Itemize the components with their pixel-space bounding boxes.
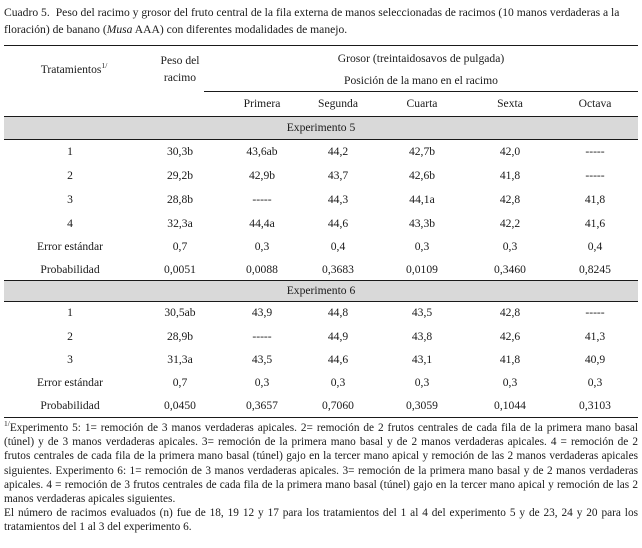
table-cell: 30,3b: [166, 145, 194, 158]
header-thickness: Grosor (treintaidosavos de pulgada): [337, 52, 505, 65]
table-cell: 4: [67, 217, 73, 230]
caption-number: Cuadro 5.: [4, 6, 50, 19]
table-cell: 43,3b: [408, 217, 436, 230]
table-cell: 0,1044: [494, 399, 526, 412]
caption-text-1: Peso del racimo y grosor del fruto central de la fila externa de manos seleccionadas de racimos (10 manos verdaderas a la floración) de banano (: [4, 6, 620, 36]
table-cell: 2: [67, 169, 73, 182]
table-cell: 0,8245: [579, 263, 611, 276]
table-cell: Probabilidad: [40, 399, 100, 412]
table-cell: 0,3: [502, 376, 518, 389]
table-cell: -----: [585, 145, 605, 158]
table-cell: 43,7: [327, 169, 349, 182]
table-footnote: [4, 421, 638, 535]
table-cell: 0,3103: [579, 399, 611, 412]
table-cell: 44,1a: [409, 193, 435, 206]
table-cell: 0,4: [330, 240, 346, 253]
table-cell: 28,8b: [166, 193, 194, 206]
header-position: Posición de la mano en el racimo: [344, 74, 498, 87]
experiment-5-rule: [4, 139, 638, 140]
header-sub-rule: [204, 91, 638, 92]
table-cell: 44,6: [327, 353, 349, 366]
table-cell: Error estándar: [37, 376, 103, 389]
table-cell: 0,3: [414, 376, 430, 389]
table-cell: 44,3: [327, 193, 349, 206]
table-cell: 3: [67, 193, 73, 206]
table-cell: 0,0450: [164, 399, 196, 412]
header-weight: Peso del racimo: [160, 54, 200, 84]
table-cell: 3: [67, 353, 73, 366]
table-cell: 42,6b: [408, 169, 436, 182]
table-cell: 0,7: [172, 240, 188, 253]
caption-text-2: AAA) con diferentes modalidades de manejo.: [132, 23, 348, 36]
table-cell: 40,9: [584, 353, 606, 366]
table-cell: 1: [67, 306, 73, 319]
table-cell: 0,3: [254, 376, 270, 389]
experiment-5-title: Experimento 5: [286, 121, 356, 134]
table-caption: [4, 4, 638, 38]
table-cell: 42,7b: [408, 145, 436, 158]
table-cell: -----: [585, 306, 605, 319]
caption-italic: Musa: [106, 23, 133, 36]
table-cell: 0,3: [330, 376, 346, 389]
table-cell: 43,5: [411, 306, 433, 319]
table-cell: 43,6ab: [246, 145, 278, 158]
table-cell: 0,0051: [164, 263, 196, 276]
top-rule: [4, 45, 638, 46]
header-col-octava: Octava: [578, 97, 612, 110]
table-cell: 28,9b: [166, 330, 194, 343]
header-col-primera: Primera: [243, 97, 281, 110]
table-cell: 42,8: [499, 306, 521, 319]
table-cell: 41,8: [584, 193, 606, 206]
table-cell: 31,3a: [167, 353, 193, 366]
table-cell: 41,6: [584, 217, 606, 230]
table-cell: 41,8: [499, 169, 521, 182]
header-col-sexta: Sexta: [497, 97, 523, 110]
table-cell: 0,3460: [494, 263, 526, 276]
table-cell: -----: [585, 169, 605, 182]
table-cell: 0,3: [587, 376, 603, 389]
header-col-cuarta: Cuarta: [406, 97, 438, 110]
table-cell: 32,3a: [167, 217, 193, 230]
table-bottom-rule: [4, 417, 638, 418]
table-cell: 44,6: [327, 217, 349, 230]
experiment-6-rule: [4, 301, 638, 302]
table-cell: 0,3: [502, 240, 518, 253]
table-cell: 42,9b: [248, 169, 276, 182]
table-cell: 43,1: [411, 353, 433, 366]
table-cell: 44,9: [327, 330, 349, 343]
table-cell: Error estándar: [37, 240, 103, 253]
table-cell: 42,6: [499, 330, 521, 343]
table-cell: 0,0088: [246, 263, 278, 276]
table-cell: 2: [67, 330, 73, 343]
table-cell: 1: [67, 145, 73, 158]
table-cell: -----: [252, 193, 272, 206]
experiment-6-title: Experimento 6: [286, 284, 356, 297]
table-cell: -----: [252, 330, 272, 343]
table-cell: 42,8: [499, 193, 521, 206]
table-cell: 42,2: [499, 217, 521, 230]
table-cell: 43,9: [251, 306, 273, 319]
table-cell: 44,8: [327, 306, 349, 319]
table-cell: 29,2b: [166, 169, 194, 182]
table-cell: 0,4: [587, 240, 603, 253]
table-cell: 43,5: [251, 353, 273, 366]
table-cell: Probabilidad: [40, 263, 100, 276]
table-cell: 0,3657: [246, 399, 278, 412]
table-cell: 44,4a: [249, 217, 275, 230]
table-cell: 43,8: [411, 330, 433, 343]
table-cell: 0,0109: [406, 263, 438, 276]
header-treatments: Tratamientos$^{1/}$: [40, 61, 108, 76]
table-cell: 0,7: [172, 376, 188, 389]
table-cell: 0,3059: [406, 399, 438, 412]
footnote-treatments: $^{1/}$Experimento 5: 1= remoción de 3 manos verdaderas apicales. 2= remoción de 2 frutos centrales de cada fila de la primera mano basal (túnel) y de 3 manos verdaderas apicales. 3= remoción de la primera mano basal y de 2 manos verdaderas apicales. 4 = remoción de 2 frutos centrales de cada fila de la primera mano basal (túnel) gajo en la tercer mano apical y remoción de las 2 manos verdaderas apicales siguientes. Experimento 6: 1= remoción de 3 manos verdaderas apicales. 3= remoción de la primera mano basal y de 2 manos verdaderas apicales. 4 = remoción de 3 frutos centrales de cada fila de la primera mano basal (túnel) gajo en la tercer mano apical y remoción de las 2 manos verdaderas apicales siguientes.: [4, 419, 638, 506]
table-cell: 0,7060: [322, 399, 354, 412]
table-cell: 44,2: [327, 145, 349, 158]
table-cell: 0,3683: [322, 263, 354, 276]
table-cell: 0,3: [254, 240, 270, 253]
footnote-sample-size: El número de racimos evaluados (n) fue de 18, 19 12 y 17 para los tratamientos del 1 al 4 del experimento 5 y de 23, 24 y 20 para los tratamientos del 1 al 3 del experimento 6.: [4, 507, 638, 534]
table-cell: 0,3: [414, 240, 430, 253]
table-cell: 30,5ab: [164, 306, 196, 319]
table-cell: 41,8: [499, 353, 521, 366]
table-cell: 41,3: [584, 330, 606, 343]
table-cell: 42,0: [499, 145, 521, 158]
header-col-segunda: Segunda: [318, 97, 358, 110]
